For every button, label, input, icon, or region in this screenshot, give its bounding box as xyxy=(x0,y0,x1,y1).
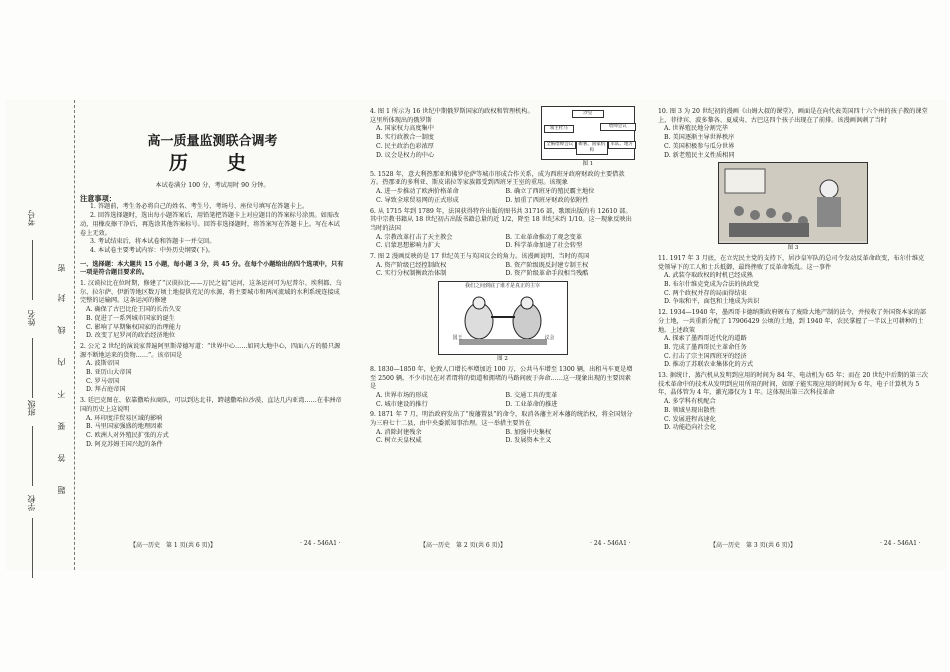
answer-option[interactable]: D. 工业革命的推进 xyxy=(505,400,558,408)
margin-label-class: 班级 xyxy=(27,400,36,416)
answer-options xyxy=(658,125,928,160)
answer-options xyxy=(80,360,345,395)
answer-option[interactable]: B. 实行政教合一制度 xyxy=(376,134,434,142)
margin-line xyxy=(32,338,33,398)
classroom-cartoon xyxy=(719,163,867,241)
answer-option[interactable]: B. 确立了西班牙的殖民霸主地位 xyxy=(505,188,595,196)
fig1-box: 沙皇 xyxy=(572,110,604,118)
fig2-label: 国王 xyxy=(452,335,463,342)
subject-title: 历 史 xyxy=(168,152,256,174)
answer-option[interactable]: D. 拜占庭帝国 xyxy=(86,386,126,394)
margin-label-exam-no: 考号 xyxy=(27,210,36,226)
answer-option[interactable]: A. 世界市场的形成 xyxy=(376,391,428,399)
answer-options xyxy=(370,125,537,160)
margin-line xyxy=(32,518,33,578)
notice-item: 1. 答题前，考生务必将自己的姓名、考生号、考场号、座位号填写在答题卡上。 xyxy=(90,203,309,211)
answer-options xyxy=(658,335,928,370)
answer-options xyxy=(80,306,345,341)
page-1-footer: 【高一历史 第 1 页(共 6 页)】 xyxy=(130,542,216,549)
answer-option[interactable]: A. 多学科有机配合 xyxy=(664,398,716,406)
seal-char: 密 xyxy=(57,250,66,272)
question-stem: 12. 1934—1940 年，墨西哥卡德纳斯政府颁布了废除大地产制的法令，并按收了外国资本家的部分土地，一共重新分配了 17906429 公顷的土地，到 1940 年，农民掌握了一半以上可耕种的土地。上述政策 xyxy=(658,309,927,334)
answer-option[interactable]: D. 资产阶级革命手段相当残酷 xyxy=(505,270,589,278)
answer-option[interactable]: A. 世界殖民地分割完毕 xyxy=(664,125,729,133)
question-list xyxy=(370,366,635,446)
notice-item: 3. 考试结束后，将本试卷和答题卡一并交回。 xyxy=(90,238,216,246)
question-stem: 11. 1917 年 3 月底，在立宪民主党的支持下，居沙皇军队的总司令发动反革命政变，布尔什维克党领导下的工人和士兵抵御，最终挫败了反革命叛乱。这一事件 xyxy=(658,254,925,271)
answer-option[interactable]: B. 领域呈现出散性 xyxy=(664,406,716,414)
exam-note: 本试卷满分 100 分，考试用时 90 分钟。 xyxy=(155,182,270,189)
notice-item: 4. 本试卷主要考试内容：中外历史纲要(下)。 xyxy=(90,246,215,254)
answer-option[interactable]: A. 探索了墨西哥近代化的道路 xyxy=(664,335,747,343)
answer-option[interactable]: B. 美国逐渐主导世界秩序 xyxy=(664,134,735,142)
question-stem: 5. 1528 年，意大利热那亚和佛罗伦萨等城市形成合作关系，成为西班牙政府财政的主要借款方。热那亚的多利亚、斯皮诺拉等家族都受到西班牙王室的重用。该现象 xyxy=(370,170,625,187)
answer-option[interactable]: D. 加重了西班牙财政的依附性 xyxy=(505,196,589,204)
answer-option[interactable]: B. 工业革命推动了观念变革 xyxy=(505,233,583,241)
answer-option[interactable]: D. 争取和平，面包和土地成为共识 xyxy=(664,298,760,306)
answer-option[interactable]: A. 武装夺取政权的时机已经成熟 xyxy=(664,272,753,280)
answer-option[interactable]: C. 城市建设的推行 xyxy=(376,400,428,408)
question-stem: 9. 1871 年 7 月，明治政府发出了“废藩置县”的命令，取消各藩主对本藩的统治权，将全国划分为三府七十二县，由中央委派知事治理。这一举措主要旨在 xyxy=(370,411,633,428)
answer-options xyxy=(658,398,928,433)
fig1-box: 全俄缙绅会议 xyxy=(544,141,576,149)
answer-option[interactable]: C. 发展进程高速化 xyxy=(664,415,716,423)
answer-option[interactable]: C. 导致全球贸易网的正式形成 xyxy=(376,196,459,204)
question-stem: 10. 图 3 为 20 世纪初的漫画《山姆大叔的课堂》，画面是在向代表美国四十六个州的孩子教的课堂上，菲律宾、波多黎各、夏威夷、古巴这四个孩子出现在了前排。该漫画讽刺了当时 xyxy=(658,108,928,124)
answer-option[interactable]: C. 启蒙思想影响力扩大 xyxy=(376,242,441,250)
margin-label-name: 姓名 xyxy=(27,310,36,326)
answer-option[interactable]: B. 促进了一系列城市国家的诞生 xyxy=(86,314,175,322)
answer-option[interactable]: D. 议会是权力的中心 xyxy=(376,151,435,159)
answer-options xyxy=(370,262,635,279)
answer-option[interactable]: A. 波斯帝国 xyxy=(86,360,120,368)
question-stem: 6. 从 1715 年到 1789 年，法国获得特许出版的图书共 31716 部，歌颂出版的有 12610 部。其中宗教书籍从 18 世纪初占出版书籍总量的近 1/2，降至 18 世纪末约 1/10。这一现象反映出当时的法国 xyxy=(370,207,632,232)
figure-1 xyxy=(541,106,635,169)
answer-option[interactable]: B. 完成了墨西哥民主革命任务 xyxy=(664,343,747,351)
answer-option[interactable]: A. 环印度洋贸易区域的影响 xyxy=(86,414,163,422)
page-1 xyxy=(80,106,345,449)
question-stem: 2. 公元 2 世纪的演说家普遍阿里斯蒂德写道：“世界中心……如同大地中心，四面八方的船只源源不断地运来的货物……”。该帝国是 xyxy=(80,342,341,359)
answer-option[interactable]: D. 推动了苏联农业集体化的方式 xyxy=(664,361,754,369)
page-3-code: · 24 - 546A1 · xyxy=(880,540,921,547)
page-2-footer: 【高一历史 第 2 页(共 6 页)】 xyxy=(420,542,506,549)
question-7-block xyxy=(370,253,635,279)
section-heading: 一、选择题：本大题共 15 小题，每小题 3 分，共 45 分。在每个小题给出的四个选项中，只有一项是符合题目要求的。 xyxy=(80,260,344,277)
answer-option[interactable]: D. 新老殖民主义性质相同 xyxy=(664,151,735,159)
seal-char: 要 xyxy=(57,408,66,430)
fig1-box: 军队、地方 xyxy=(608,141,636,149)
seal-char: 题 xyxy=(57,472,66,494)
seal-char: 封 xyxy=(57,280,66,302)
answer-options xyxy=(80,415,345,450)
notice-title: 注意事项： xyxy=(80,193,116,203)
answer-option[interactable]: A. 国家权力高度集中 xyxy=(376,125,434,133)
answer-option[interactable]: D. 科学革命加速了社会转型 xyxy=(505,242,583,250)
answer-option[interactable]: A. 进一步推动了欧洲价格革命 xyxy=(376,188,459,196)
answer-option[interactable]: B. 加强中央集权 xyxy=(505,428,552,436)
exam-title: 高一质量监测联合调考 xyxy=(147,134,278,149)
answer-option[interactable]: C. 树立天皇权威 xyxy=(376,437,422,445)
answer-option[interactable]: D. 阿克苏姆王国兴起的条件 xyxy=(86,440,163,448)
fig1-box: 领主杜马 xyxy=(544,125,574,133)
fig2-title: 我们之间到底了谁才是真正的主宰 xyxy=(464,283,540,290)
answer-options xyxy=(370,188,635,205)
answer-option[interactable]: A. 资产阶级已经控制政权 xyxy=(376,261,447,269)
answer-option[interactable]: C. 美国积极参与瓜分世界 xyxy=(664,142,735,150)
page-1-code: · 24 - 546A1 · xyxy=(300,540,341,547)
fig2-label: 议会 xyxy=(544,335,555,342)
answer-option[interactable]: C. 欧洲人对外殖民扩张的方式 xyxy=(86,431,169,439)
answer-option[interactable]: A. 宗教改革打击了天主教会 xyxy=(376,233,453,241)
page-3-footer: 【高一历史 第 3 页(共 6 页)】 xyxy=(710,542,796,549)
question-stem: 13. 据统计，蒸汽机从发明到应用的时间为 84 年，电动机为 65 年；而在 20 世纪中后期的第三次技术革命中的技术从发明到应用所用的时间，如原子能实现应用的时间为 6 年，电子计算机为 5 年，晶体管为 4 年，激光器仅为 1 年。这体现出第三次科技革命 xyxy=(658,372,928,397)
answer-option[interactable]: C. 两个政权并存的局面得结束 xyxy=(664,289,747,297)
figure-2 xyxy=(438,281,568,364)
answer-option[interactable]: A. 确保了古巴比伦王国的长治久安 xyxy=(86,306,182,314)
seal-char: 不 xyxy=(57,376,66,398)
question-list xyxy=(80,280,345,449)
answer-option[interactable]: C. 罗马帝国 xyxy=(86,377,120,385)
answer-option[interactable]: A. 消除封建残余 xyxy=(376,428,422,436)
figure-3 xyxy=(718,162,868,253)
page-3 xyxy=(658,106,928,433)
answer-option[interactable]: D. 改变了尼罗河的政治经济地位 xyxy=(86,332,176,340)
answer-option[interactable]: D. 发展资本主义 xyxy=(505,437,552,445)
question-6-block xyxy=(370,208,635,252)
answer-option[interactable]: C. 实行分权制衡政治体制 xyxy=(376,270,447,278)
answer-option[interactable]: B. 布尔什维克党成为合法的执政党 xyxy=(664,281,760,289)
answer-option[interactable]: C. 打击了宗主国西班牙的经济 xyxy=(664,352,747,360)
question-stem: 8. 1830—1850 年，伦敦人口增长率增加近 100 万，公共马车增至 1300 辆，出租马车更是增至 2500 辆。不少市民在对者谓将的街道和拥堵的马路间疲于奔命……这一现象出现的主要因素是 xyxy=(370,365,633,391)
answer-option[interactable]: C. 影响了早期集权国家的治理能力 xyxy=(86,323,182,331)
fig1-box: 缙绅会议 xyxy=(600,123,636,131)
question-stem: 1. 汉谟拉比在位时期，修建了“汉谟拉比——万民之福”运河，这条运河可为尼普尔、埃利都、乌尔、拉尔萨、伊新等地区数万顷土地提供充足的水源，将主要城市和两河流域的水利系统连接成完整的运输网。这条运河的修建 xyxy=(80,280,342,305)
question-4-block xyxy=(370,106,537,169)
margin-line xyxy=(32,426,33,486)
answer-option[interactable]: B. 资产阶级既反封建专制王权 xyxy=(505,261,589,269)
question-stem: 4. 图 1 所示为 16 世纪中期俄罗斯国家的政权和管理机构。这里所体现出的俄罗斯 xyxy=(370,108,534,124)
answer-option[interactable]: D. 功能趋向社会化 xyxy=(664,424,716,432)
answer-options xyxy=(370,429,635,446)
seal-char: 线 xyxy=(57,312,66,334)
answer-options xyxy=(370,392,635,409)
question-stem: 3. 廷巴克图在、依靠撒哈拉商队，可以到达北非，跨越撒哈拉沙漠，直达几内亚湾……在非洲帝国的历史上这说明 xyxy=(80,397,342,413)
figure-3-caption: 图 3 xyxy=(787,245,799,252)
question-5-block xyxy=(370,171,635,206)
binding-margin xyxy=(4,100,75,570)
figure-2-caption: 图 2 xyxy=(497,356,508,363)
question-stem: 7. 图 2 漫画反映的是 17 世纪英王与英国议会的角力。该漫画说明，当时的英国 xyxy=(370,253,590,261)
answer-options xyxy=(658,272,928,307)
margin-line xyxy=(32,240,33,300)
page-2 xyxy=(370,106,635,446)
answer-option[interactable]: B. 交通工具的变革 xyxy=(505,391,558,399)
answer-options xyxy=(370,234,635,251)
margin-label-school: 学校 xyxy=(27,495,36,511)
answer-option[interactable]: B. 亚历山大帝国 xyxy=(86,369,132,377)
notice-item: 2. 回答选择题时，选出每小题答案后，用铅笔把答题卡上对应题目的答案标号涂黑。如需改动，用橡皮擦干净后，再选涂其他答案标号。回答非选择题时，将答案写在答题卡上。写在本试卷上无效。 xyxy=(80,212,340,237)
seal-line-text xyxy=(56,250,67,272)
seal-char: 内 xyxy=(57,344,66,366)
question-list xyxy=(658,255,928,433)
figure-1-caption: 图 1 xyxy=(582,161,594,167)
page-2-code: · 24 - 546A1 · xyxy=(590,540,631,547)
seal-char: 答 xyxy=(57,440,66,462)
fig1-box: 衙署、国家机构 xyxy=(576,141,608,155)
answer-option[interactable]: C. 民主政治色彩浓厚 xyxy=(376,142,434,150)
answer-option[interactable]: B. 马里国家强盛的地理因素 xyxy=(86,423,163,431)
question-10-block xyxy=(658,108,928,160)
